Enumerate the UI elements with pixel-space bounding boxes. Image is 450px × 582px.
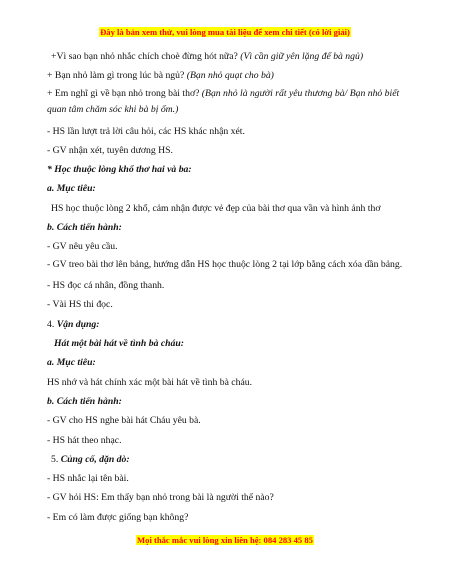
- preview-banner: [0, 27, 450, 37]
- question-3-text: + Em nghĩ gì về bạn nhỏ trong bài thơ?: [47, 87, 202, 99]
- question-3: [47, 86, 419, 119]
- section-heading: * Học thuộc lòng khổ thơ hai và ba:: [47, 164, 192, 176]
- section-title: Vận dụng:: [56, 318, 100, 330]
- question-2: [47, 66, 419, 85]
- text-line: - HS lần lượt trả lời câu hỏi, các HS khác nhận xét.: [47, 125, 245, 137]
- preview-banner-text: Đây là bản xem thử, vui lòng mua tài liệu để xem chi tiết (có lời giải): [100, 27, 350, 37]
- section-heading: [47, 450, 419, 469]
- subheading-objective: a. Mục tiêu:: [47, 357, 96, 369]
- section-title: Củng cố, dặn dò:: [60, 453, 130, 465]
- question-1-text: +Vì sao bạn nhỏ nhắc chích choè đừng hót nữa?: [51, 51, 241, 62]
- text-line: - GV nêu yêu cầu.: [47, 241, 118, 253]
- subheading-objective: a. Mục tiêu:: [47, 183, 96, 195]
- section-number: 4.: [47, 318, 57, 330]
- question-1: [47, 47, 419, 66]
- subheading-procedure: b. Cách tiến hành:: [47, 222, 122, 234]
- text-line: HS nhớ và hát chính xác một bài hát về tình bà cháu.: [47, 376, 253, 388]
- question-2-answer: (Bạn nhỏ quạt cho bà): [186, 70, 274, 82]
- contact-banner: [0, 535, 450, 545]
- subheading-procedure: b. Cách tiến hành:: [47, 395, 122, 407]
- text-line: - Vài HS thi đọc.: [47, 299, 113, 311]
- text-line: - GV hỏi HS: Em thấy bạn nhỏ trong bài là người thế nào?: [47, 492, 274, 504]
- text-line: - GV cho HS nghe bài hát Cháu yêu bà.: [47, 415, 201, 427]
- text-line: - HS đọc cá nhân, đồng thanh.: [47, 280, 165, 292]
- question-2-text: + Bạn nhỏ làm gì trong lúc bà ngủ?: [47, 70, 187, 82]
- text-line: - GV nhận xét, tuyên dương HS.: [47, 144, 173, 156]
- text-line: - Em có làm được giống bạn không?: [47, 511, 189, 523]
- activity-heading: Hát một bài hát về tình bà cháu:: [54, 338, 184, 350]
- text-line: - HS nhắc lại tên bài.: [47, 473, 129, 485]
- section-number: 5.: [51, 453, 61, 465]
- text-line: - HS hát theo nhạc.: [47, 434, 122, 446]
- question-1-answer: (Vì cần giữ yên lặng để bà ngủ): [240, 51, 364, 62]
- contact-banner-text: Mọi thắc mắc vui lòng xin liên hệ: 084 283 45 85: [137, 535, 313, 545]
- question-3-answer: (Bạn nhỏ là người rất yêu thương bà/ Bạn nhỏ biết quan tâm chăm sóc khi bà bị ốm.): [47, 87, 400, 116]
- section-heading: [47, 315, 419, 334]
- text-line: - GV treo bài thơ lên bảng, hướng dẫn HS học thuộc lòng 2 tại lớp bằng cách xóa dần bảng.: [47, 258, 403, 270]
- text-line: HS học thuộc lòng 2 khổ, cảm nhận được vẻ đẹp của bài thơ qua vần và hình ảnh thơ: [51, 202, 381, 214]
- document-body: [47, 47, 419, 527]
